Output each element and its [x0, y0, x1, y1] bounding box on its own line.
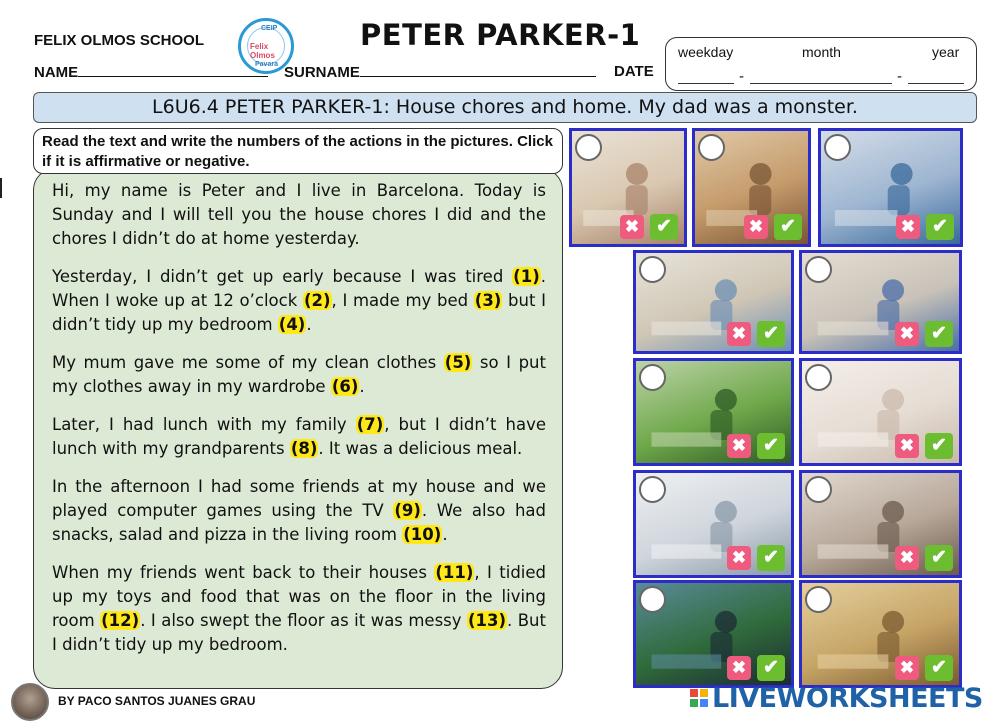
month-label: month: [802, 44, 841, 60]
number-answer-circle[interactable]: [575, 134, 602, 161]
school-name: FELIX OLMOS SCHOOL: [34, 32, 205, 49]
year-label: year: [932, 44, 960, 60]
liveworksheets-icon: [690, 687, 710, 709]
number-answer-circle[interactable]: [824, 134, 851, 161]
number-marker: (1): [513, 267, 540, 286]
picture-boy-making-bed: [799, 580, 962, 688]
affirmative-button[interactable]: ✔: [926, 214, 954, 240]
affirmative-button[interactable]: ✔: [925, 545, 953, 571]
number-marker: (13): [467, 611, 507, 630]
surname-blank[interactable]: [360, 63, 596, 77]
picture-woman-waking-up-smiling: [799, 470, 962, 578]
picture-girl-waking-up: [799, 358, 962, 466]
number-marker: (9): [394, 501, 421, 520]
name-blank[interactable]: [78, 63, 268, 77]
affirmative-button[interactable]: ✔: [925, 321, 953, 347]
number-marker: (5): [444, 353, 472, 372]
number-answer-circle[interactable]: [639, 476, 666, 503]
picture-man-putting-clothes-in-wardrobe: [818, 128, 963, 247]
affirmative-button[interactable]: ✔: [757, 545, 785, 571]
number-marker: (3): [474, 291, 502, 310]
weekday-input[interactable]: [678, 70, 734, 84]
negative-button[interactable]: ✖: [620, 215, 644, 239]
number-answer-circle[interactable]: [639, 256, 666, 283]
picture-alarm-clock-in-bed: [633, 470, 794, 578]
surname-field: SURNAME: [284, 63, 596, 81]
liveworksheets-logo: LIVEWORKSHEETS: [690, 683, 983, 714]
negative-button[interactable]: ✖: [896, 215, 920, 239]
paragraph-2: Yesterday, I didn’t get up early because I was tired (1). When I woke up at 12 o’clock (2), I made my bed (3) but I didn’t tidy up my bedroom (4).: [52, 267, 546, 334]
paragraph-3: My mum gave me some of my clean clothes (5) so I put my clothes away in my wardrobe (6).: [52, 353, 546, 396]
date-box: weekday month year - -: [665, 37, 977, 91]
picture-boy-sweeping-floor: [692, 128, 811, 247]
affirmative-button[interactable]: ✔: [757, 655, 785, 681]
negative-button[interactable]: ✖: [727, 546, 751, 570]
picture-watching-football-on-tv: [633, 358, 794, 466]
negative-button[interactable]: ✖: [895, 656, 919, 680]
lesson-banner: L6U6.4 PETER PARKER-1: House chores and home. My dad was a monster.: [33, 92, 977, 123]
number-marker: (11): [435, 563, 474, 582]
number-marker: (12): [101, 611, 140, 630]
instructions: Read the text and write the numbers of the actions in the pictures. Click if it is affirmative or negative.: [33, 128, 563, 174]
number-marker: (4): [278, 315, 306, 334]
number-marker: (8): [290, 439, 318, 458]
paragraph-6: When my friends went back to their houses (11), I tidied up my toys and food that was on the floor in the living room (12). I also swept the floor as it was messy (13). But I didn’t tidy up my bedroom.: [52, 563, 546, 654]
affirmative-button[interactable]: ✔: [757, 321, 785, 347]
negative-button[interactable]: ✖: [895, 322, 919, 346]
negative-button[interactable]: ✖: [727, 656, 751, 680]
number-answer-circle[interactable]: [639, 586, 666, 613]
negative-button[interactable]: ✖: [744, 215, 768, 239]
affirmative-button[interactable]: ✔: [757, 433, 785, 459]
paragraph-4: Later, I had lunch with my family (7), but I didn’t have lunch with my grandparents (8). It was a delicious meal.: [52, 415, 547, 458]
number-marker: (6): [331, 377, 359, 396]
paragraph-5: In the afternoon I had some friends at my house and we played computer games using the TV (9). We also had snacks, salad and pizza in the living room (10).: [52, 477, 546, 544]
left-divider: [0, 178, 2, 198]
number-answer-circle[interactable]: [805, 364, 832, 391]
month-input[interactable]: [750, 70, 892, 84]
number-answer-circle[interactable]: [639, 364, 666, 391]
affirmative-button[interactable]: ✔: [650, 214, 678, 240]
picture-boy-playing-with-toys: [799, 250, 962, 354]
picture-playing-video-games: [633, 580, 794, 688]
author-avatar: [11, 683, 49, 721]
year-input[interactable]: [908, 70, 964, 84]
negative-button[interactable]: ✖: [727, 434, 751, 458]
negative-button[interactable]: ✖: [895, 434, 919, 458]
number-answer-circle[interactable]: [805, 586, 832, 613]
weekday-label: weekday: [678, 44, 734, 60]
number-marker: (2): [303, 291, 331, 310]
number-answer-circle[interactable]: [805, 256, 832, 283]
number-answer-circle[interactable]: [805, 476, 832, 503]
picture-family-tidying-living-room: [569, 128, 687, 247]
number-marker: (7): [356, 415, 384, 434]
picture-grandparents-having-lunch: [633, 250, 794, 354]
page-title: PETER PARKER-1: [360, 18, 641, 52]
school-logo: CEIP Felix Olmos Pavara: [238, 18, 294, 74]
affirmative-button[interactable]: ✔: [925, 655, 953, 681]
name-field: NAME: [34, 63, 268, 81]
number-answer-circle[interactable]: [698, 134, 725, 161]
negative-button[interactable]: ✖: [727, 322, 751, 346]
date-label: DATE: [614, 63, 654, 80]
affirmative-button[interactable]: ✔: [925, 433, 953, 459]
paragraph-1: Hi, my name is Peter and I live in Barcelona. Today is Sunday and I will tell you the house chores I did and the chores I didn’t do at home yesterday.: [52, 181, 546, 248]
author-credit: BY PACO SANTOS JUANES GRAU: [58, 694, 256, 708]
number-marker: (10): [403, 525, 442, 544]
reading-text-panel: [33, 168, 563, 689]
affirmative-button[interactable]: ✔: [774, 214, 802, 240]
negative-button[interactable]: ✖: [895, 546, 919, 570]
